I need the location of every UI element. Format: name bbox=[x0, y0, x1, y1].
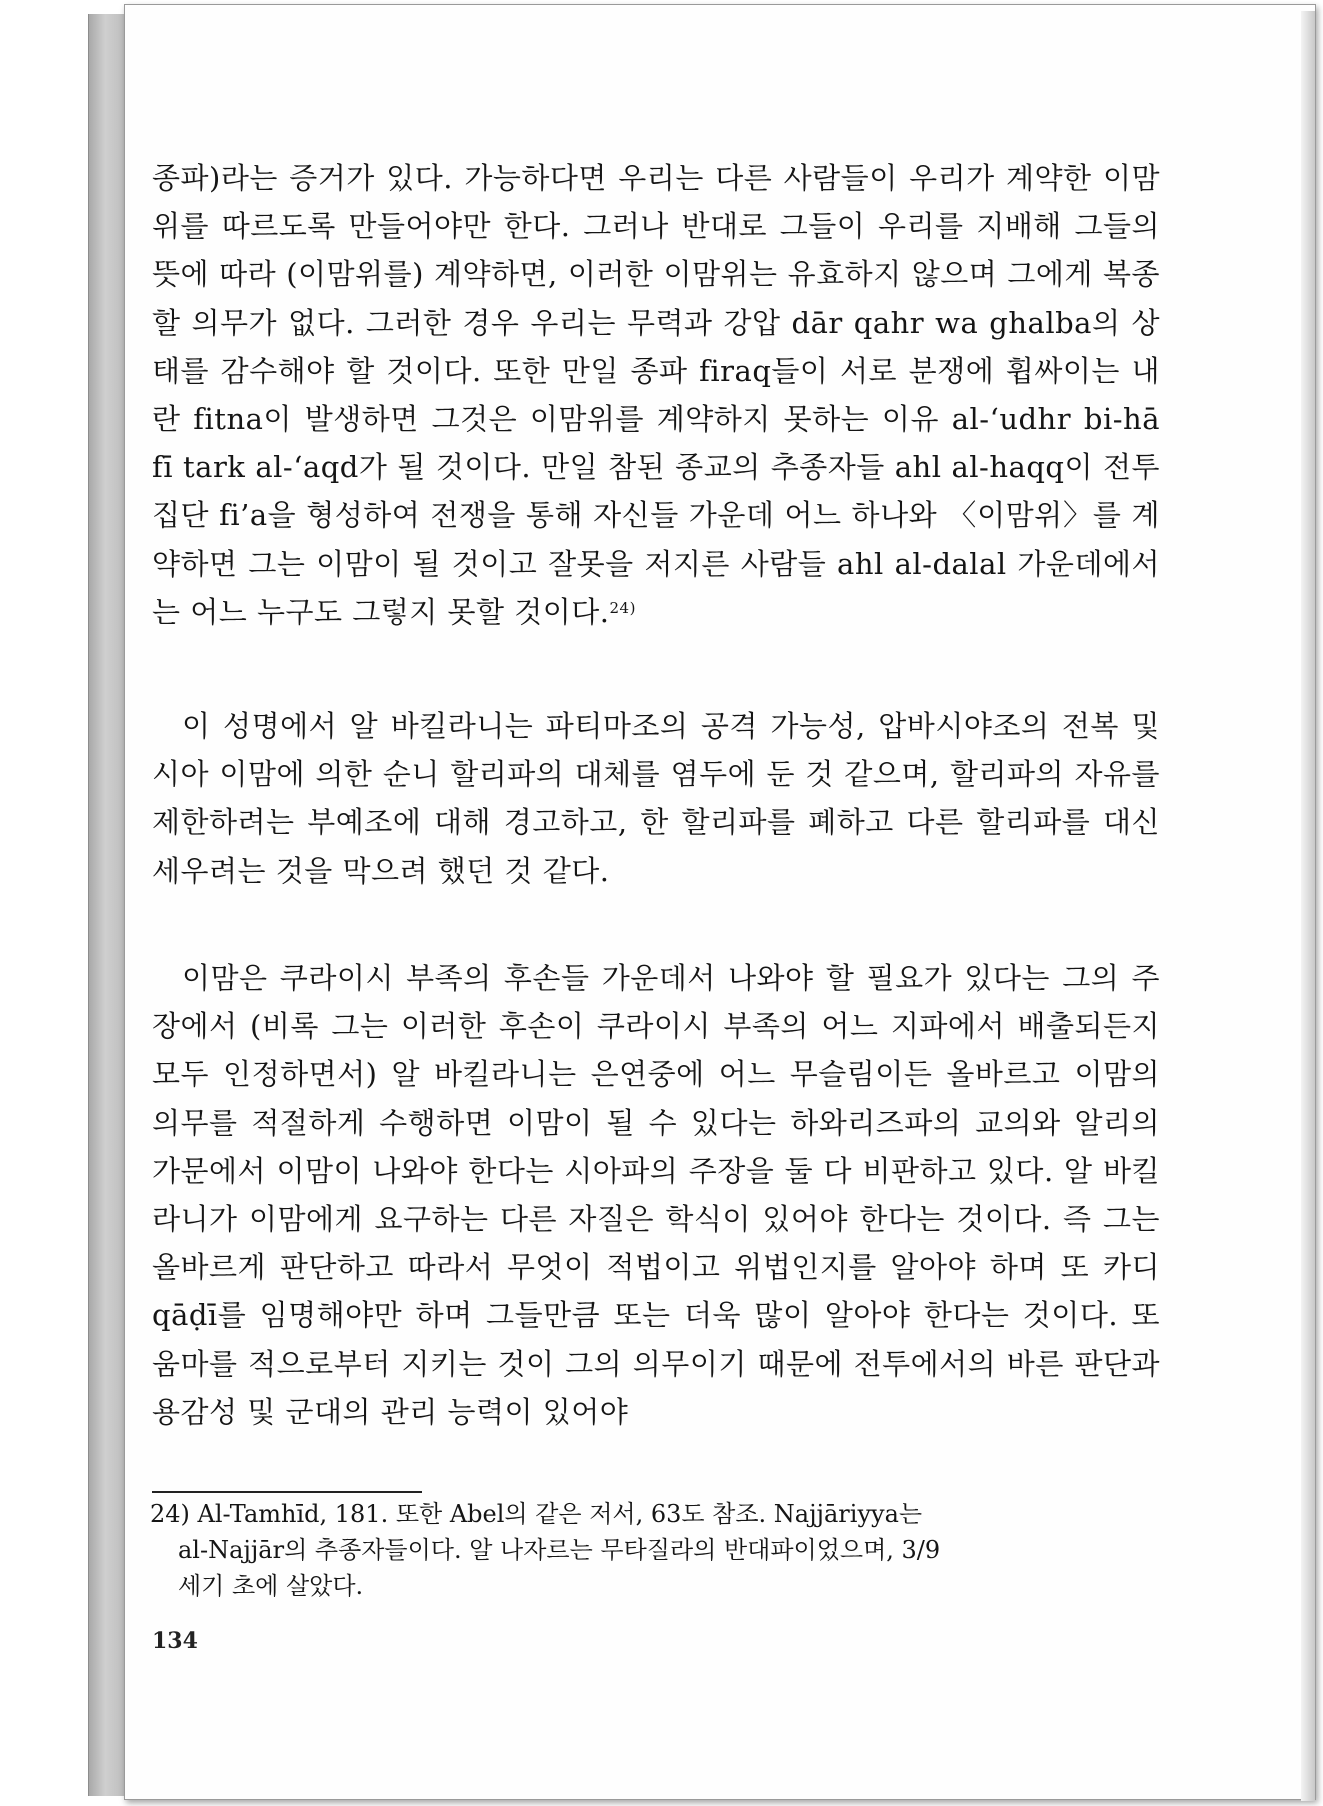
footnote-line-3: 세기 초에 살았다. bbox=[178, 1572, 364, 1600]
paragraph-1 bbox=[152, 154, 1160, 636]
paragraph-2: 이 성명에서 알 바킬라니는 파티마조의 공격 가능성, 압바시야조의 전복 및 시아 이맘에 의한 순니 할리파의 대체를 염두에 둔 것 같으며, 할리파의 자유를 제한하려는 부예조에 대해 경고하고, 한 할리파를 폐하고 다른 할리파를 대신 세우려는 것을 막으려 했던 것 같다. bbox=[152, 709, 1160, 888]
page-edge-shadow bbox=[1301, 11, 1315, 1801]
footnote-line-1: 24) Al-Tamhīd, 181. 또한 Abel의 같은 저서, 63도 참조. Najjāriyya는 bbox=[150, 1500, 923, 1528]
paragraph-3: 이맘은 쿠라이시 부족의 후손들 가운데서 나와야 할 필요가 있다는 그의 주장에서 (비록 그는 이러한 후손이 쿠라이시 부족의 어느 지파에서 배출되든지 모두 인정하면서) 알 바킬라니는 은연중에 어느 무슬림이든 올바르고 이맘의 의무를 적절하게 수행하면 이맘이 될 수 있다는 하와리즈파의 교의와 알리의 가문에서 이맘이 나와야 한다는 시아파의 주장을 둘 다 비판하고 있다. 알 바킬라니가 이맘에게 요구하는 다른 자질은 학식이 있어야 한다는 것이다. 즉 그는 올바르게 판단하고 따라서 무엇이 적법이고 위법인지를 알아야 하며 또 카디 qāḍī를 임명해야만 하며 그들만큼 또는 더욱 많이 알아야 한다는 것이다. 또 움마를 적으로부터 지키는 것이 그의 의무이기 때문에 전투에서의 바른 판단과 용감성 및 군대의 관리 능력이 있어야 bbox=[152, 961, 1160, 1429]
footnote-24 bbox=[150, 1496, 1160, 1604]
book-spine bbox=[88, 14, 125, 1796]
footnote-line-2: al-Najjār의 추종자들이다. 알 나자르는 무타질라의 반대파이었으며, 3/9 bbox=[178, 1536, 941, 1564]
paragraph-1-text: 종파)라는 증거가 있다. 가능하다면 우리는 다른 사람들이 우리가 계약한 이맘위를 따르도록 만들어야만 한다. 그러나 반대로 그들이 우리를 지배해 그들의 뜻에 따라 (이맘위를) 계약하면, 이러한 이맘위는 유효하지 않으며 그에게 복종할 의무가 없다. 그러한 경우 우리는 무력과 강압 dār qahr wa ghalba의 상태를 감수해야 할 것이다. 또한 만일 종파 firaq들이 서로 분쟁에 휩싸이는 내란 fitna이 발생하면 그것은 이맘위를 계약하지 못하는 이유 al-‘udhr bi-hā fī tark al-‘aqd가 될 것이다. 만일 참된 종교의 추종자들 ahl al-haqq이 전투집단 fi’a을 형성하여 전쟁을 통해 자신들 가운데 어느 하나와 〈이맘위〉를 계약하면 그는 이맘이 될 것이고 잘못을 저지른 사람들 ahl al-dalal 가운데에서는 어느 누구도 그렇지 못할 것이다. bbox=[152, 161, 1160, 629]
footnote-rule bbox=[152, 1491, 422, 1493]
footnote-ref-24: 24) bbox=[609, 598, 636, 617]
page-number: 134 bbox=[152, 1628, 198, 1654]
